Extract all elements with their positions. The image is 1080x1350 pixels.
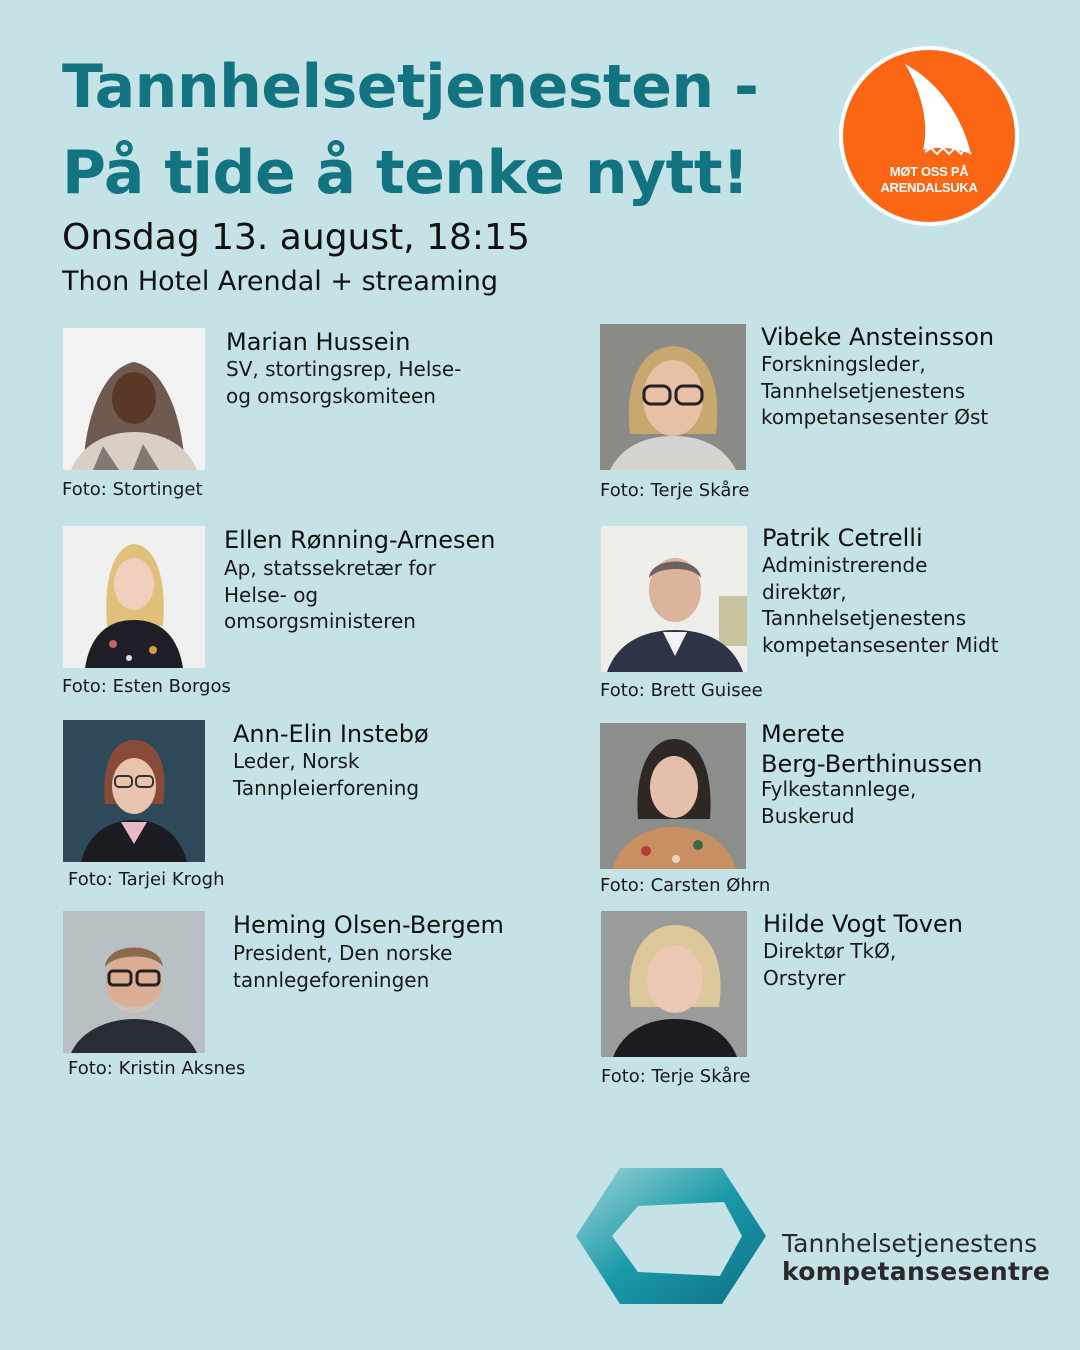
speaker-role [761, 776, 916, 829]
speaker-role [761, 351, 988, 431]
speaker-role [763, 938, 896, 991]
speaker-role [762, 552, 999, 658]
speaker-photo-marian-hussein [63, 328, 205, 470]
speaker-name: Hilde Vogt Toven [763, 910, 963, 938]
speaker-role-line: Helse- og [224, 582, 319, 607]
title-line-1: Tannhelsetjenesten - [62, 52, 759, 122]
logo-line-2: kompetansesentre [782, 1257, 1051, 1286]
speaker-role-line: og omsorgskomiteen [226, 383, 436, 408]
speaker-name: Marian Hussein [226, 328, 411, 356]
badge-line-2: ARENDALSUKA [880, 180, 978, 195]
speaker-photo-ann-elin-instebo [63, 720, 205, 862]
speaker-role-line: President, Den norske [233, 941, 453, 965]
title-line-2: På tide å tenke nytt! [62, 138, 749, 208]
speaker-photo-merete-berg-berthinussen [600, 723, 746, 869]
photo-credit: Foto: Stortinget [62, 479, 203, 500]
photo-credit: Foto: Kristin Aksnes [68, 1058, 246, 1079]
speaker-name-line: Merete [761, 720, 845, 748]
kompetansesentre-logo-text [782, 1230, 1050, 1286]
speaker-role-line: tannlegeforeningen [233, 967, 430, 992]
speaker-name: Patrik Cetrelli [762, 524, 923, 552]
photo-credit: Foto: Tarjei Krogh [68, 869, 225, 890]
speaker-role-line: Ap, statssekretær for [224, 556, 436, 580]
speaker-photo-patrik-cetrelli [601, 526, 747, 672]
photo-credit: Foto: Brett Guisee [600, 680, 763, 701]
speaker-role [226, 356, 461, 409]
speaker-role-line: direktør, [762, 579, 847, 604]
photo-credit: Foto: Esten Borgos [62, 676, 231, 697]
speaker-name-line: Berg-Berthinussen [761, 750, 983, 778]
badge-text [843, 164, 1015, 196]
speaker-name: Vibeke Ansteinsson [761, 323, 995, 351]
speaker-name: Ellen Rønning-Arnesen [224, 526, 496, 554]
event-venue: Thon Hotel Arendal + streaming [62, 266, 498, 297]
speaker-role-line: Leder, Norsk [233, 749, 360, 773]
badge-line-1: MØT OSS PÅ [889, 164, 969, 179]
speaker-name: Ann-Elin Instebø [233, 720, 429, 748]
speaker-role-line: Tannpleierforening [233, 775, 420, 800]
arendalsuka-badge [843, 50, 1015, 222]
sail-icon [843, 50, 1015, 222]
speaker-role-line: Forskningsleder, [761, 352, 926, 376]
kompetansesentre-logo-icon [572, 1164, 772, 1308]
event-title [62, 44, 758, 216]
speaker-role-line: kompetansesenter Øst [761, 405, 989, 429]
speaker-photo-vibeke-ansteinsson [600, 324, 746, 470]
event-date: Onsdag 13. august, 18:15 [62, 217, 530, 258]
speaker-name: Heming Olsen-Bergem [233, 911, 504, 939]
speaker-photo-ellen-ronning-arnesen [63, 526, 205, 668]
speaker-role-line: Tannhelsetjenestens [762, 606, 967, 630]
logo-line-1: Tannhelsetjenestens [782, 1229, 1038, 1258]
speaker-role-line: Direktør TkØ, [763, 939, 897, 963]
speaker-role [224, 555, 436, 635]
speaker-role-line: Fylkestannlege, [761, 777, 917, 801]
speaker-role-line: Tannhelsetjenestens [761, 378, 966, 403]
speaker-photo-hilde-vogt-toven [601, 911, 747, 1057]
speaker-role [233, 940, 452, 993]
photo-credit: Foto: Terje Skåre [601, 1066, 751, 1087]
speaker-name [761, 719, 983, 779]
photo-credit: Foto: Terje Skåre [600, 480, 750, 501]
photo-credit: Foto: Carsten Øhrn [600, 875, 771, 896]
speaker-role-line: kompetansesenter Midt [762, 632, 999, 657]
speaker-role-line: SV, stortingsrep, Helse- [226, 357, 462, 381]
speaker-role-line: omsorgsministeren [224, 609, 416, 633]
speaker-role-line: Administrerende [762, 553, 928, 577]
speaker-photo-heming-olsen-bergem [63, 911, 205, 1053]
speaker-role-line: Orstyrer [763, 965, 846, 990]
speaker-role [233, 748, 419, 801]
speaker-role-line: Buskerud [761, 803, 855, 828]
